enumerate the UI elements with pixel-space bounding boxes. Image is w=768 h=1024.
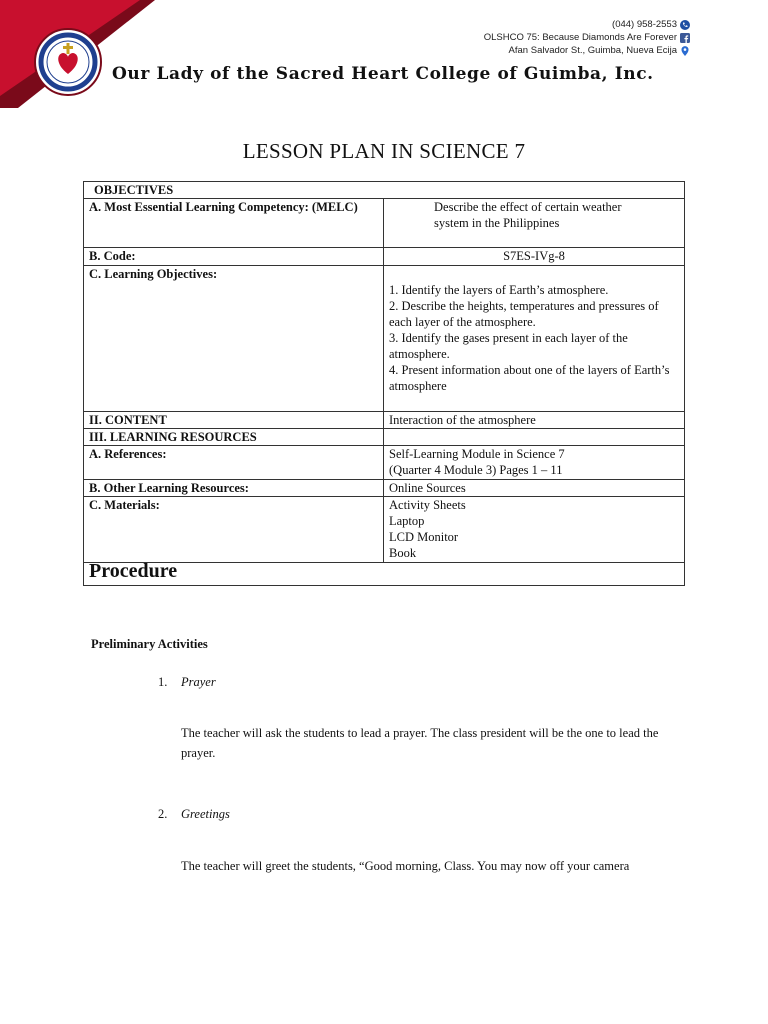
learning-objective-item: 3. Identify the gases present in each layer of the atmosphere. — [389, 331, 628, 361]
references-value — [384, 446, 685, 480]
code-label: B. Code: — [84, 248, 384, 266]
address: Afan Salvador St., Guimba, Nueva Ecija — [508, 45, 677, 56]
activity-item-prayer — [158, 675, 216, 690]
content-label: II. CONTENT — [84, 412, 384, 429]
material-item: Activity Sheets — [389, 498, 466, 512]
materials-value — [384, 497, 685, 563]
material-item: Book — [389, 546, 417, 560]
objectives-heading: OBJECTIVES — [84, 182, 685, 199]
college-name: Our Lady of the Sacred Heart College of Guimba, Inc. — [112, 64, 654, 84]
table-row — [84, 248, 685, 266]
learning-objective-item: 1. Identify the layers of Earth’s atmosphere. — [389, 283, 609, 297]
phone-number: (044) 958-2553 — [612, 19, 677, 30]
table-row — [84, 446, 685, 480]
table-row — [84, 563, 685, 586]
table-row — [84, 182, 685, 199]
learning-resources-value — [384, 429, 685, 446]
learning-objective-item: 4. Present information about one of the layers of Earth’s atmosphere — [389, 363, 670, 393]
contact-phone-row — [484, 18, 690, 31]
prayer-paragraph: The teacher will ask the students to lead a prayer. The class president will be the one to lead the prayer. — [181, 726, 659, 760]
learning-resources-label: III. LEARNING RESOURCES — [84, 429, 384, 446]
preliminary-activities-heading: Preliminary Activities — [91, 637, 208, 651]
material-item: LCD Monitor — [389, 530, 459, 544]
greetings-paragraph: The teacher will greet the students, “Good morning, Class. You may now off your camera — [181, 859, 630, 873]
melc-value: Describe the effect of certain weather system in the Philippines — [384, 199, 685, 248]
table-row — [84, 497, 685, 563]
contact-block — [484, 18, 690, 57]
item-number: 1. — [158, 675, 168, 689]
reference-line: (Quarter 4 Module 3) Pages 1 – 11 — [389, 463, 563, 477]
procedure-heading: Procedure — [84, 563, 685, 586]
table-row — [84, 412, 685, 429]
references-label: A. References: — [84, 446, 384, 480]
contact-address-row — [484, 44, 690, 57]
table-row — [84, 199, 685, 248]
other-resources-value: Online Sources — [384, 480, 685, 497]
lesson-plan-table — [83, 181, 685, 586]
contact-facebook-row — [484, 31, 690, 44]
reference-line: Self-Learning Module in Science 7 — [389, 447, 565, 461]
other-resources-label: B. Other Learning Resources: — [84, 480, 384, 497]
materials-label: C. Materials: — [84, 497, 384, 563]
learning-objectives-label: C. Learning Objectives: — [84, 266, 384, 412]
item-title: Greetings — [181, 807, 230, 821]
item-number: 2. — [158, 807, 168, 821]
material-item: Laptop — [389, 514, 425, 528]
table-row — [84, 266, 685, 412]
code-value: S7ES-IVg-8 — [384, 248, 685, 266]
location-pin-icon — [680, 46, 690, 56]
learning-objectives-cell — [384, 266, 685, 412]
activity-item-greetings — [158, 807, 230, 822]
facebook-icon — [680, 33, 690, 43]
content-value: Interaction of the atmosphere — [384, 412, 685, 429]
item-title: Prayer — [181, 675, 216, 689]
table-row — [84, 429, 685, 446]
table-row — [84, 480, 685, 497]
facebook-page: OLSHCO 75: Because Diamonds Are Forever — [483, 32, 677, 43]
phone-icon — [680, 20, 690, 30]
melc-label: A. Most Essential Learning Competency: (MELC) — [84, 199, 384, 248]
page-title: LESSON PLAN IN SCIENCE 7 — [242, 139, 526, 163]
college-seal-logo — [34, 28, 102, 96]
learning-objective-item: 2. Describe the heights, temperatures and pressures of each layer of the atmosphere. — [389, 299, 659, 329]
